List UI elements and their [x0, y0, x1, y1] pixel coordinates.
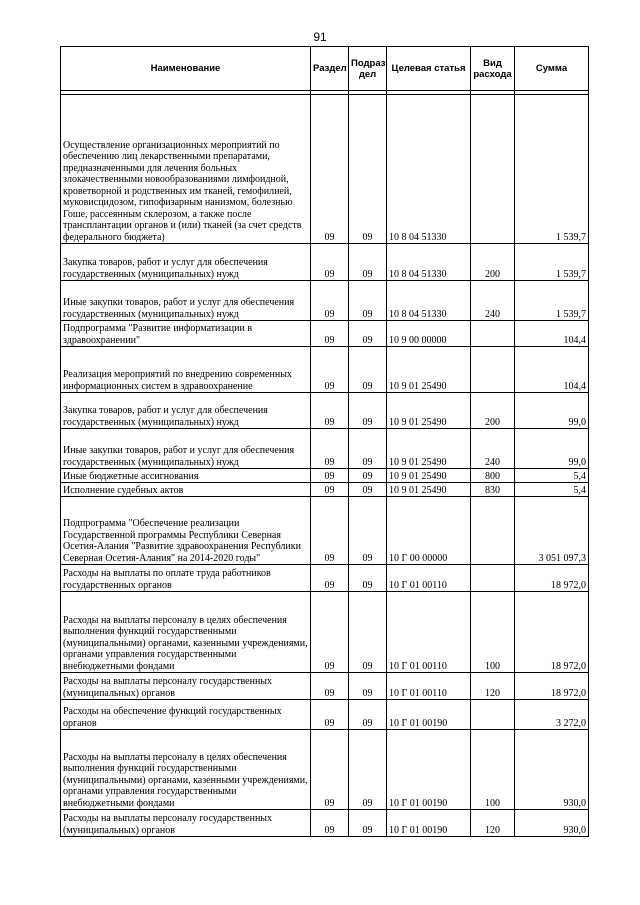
row-name: Закупка товаров, работ и услуг для обеспечения государственных (муниципальных) нужд [61, 393, 311, 429]
row-expense-type [471, 95, 515, 244]
row-name: Осуществление организационных мероприятий по обеспечению лиц лекарственными препаратами, предназначенными для лечения больных злокачественными новообразованиями лимфоидной, кроветворной и родственных им тканей, гемофилией, муковисцидозом, гипофизарным нанизмом, болезнью Гоше, рассеянным склерозом, а также после трансплантации органов и (или) тканей (за счет средств федерального бюджета) [61, 95, 311, 244]
row-subsection: 09 [349, 321, 387, 347]
header-amount: Сумма [515, 47, 589, 91]
row-subsection: 09 [349, 393, 387, 429]
row-target: 10 Г 01 00110 [387, 673, 471, 700]
row-target: 10 Г 01 00110 [387, 592, 471, 673]
row-section: 09 [311, 95, 349, 244]
row-expense-type: 100 [471, 592, 515, 673]
row-target: 10 Г 01 00190 [387, 730, 471, 810]
header-expense-type: Вид расхода [471, 47, 515, 91]
row-subsection: 09 [349, 244, 387, 281]
row-section: 09 [311, 393, 349, 429]
row-amount: 1 539,7 [515, 281, 589, 321]
row-target: 10 Г 01 00110 [387, 565, 471, 592]
row-name: Расходы на выплаты персоналу в целях обеспечения выполнения функций государственными (муниципальными) органами, казенными учреждениями, органами управления государственными внебюджетными фондами [61, 730, 311, 810]
row-expense-type: 830 [471, 483, 515, 497]
table-row [61, 244, 589, 281]
row-amount: 99,0 [515, 429, 589, 469]
row-amount: 104,4 [515, 321, 589, 347]
row-section: 09 [311, 673, 349, 700]
header-target: Целевая статья [387, 47, 471, 91]
row-section: 09 [311, 429, 349, 469]
budget-table [60, 46, 589, 837]
row-target: 10 8 04 51330 [387, 244, 471, 281]
row-subsection: 09 [349, 730, 387, 810]
table-row [61, 347, 589, 393]
row-target: 10 9 01 25490 [387, 393, 471, 429]
row-amount: 1 539,7 [515, 95, 589, 244]
row-name: Иные закупки товаров, работ и услуг для обеспечения государственных (муниципальных) нужд [61, 429, 311, 469]
row-subsection: 09 [349, 592, 387, 673]
row-amount: 18 972,0 [515, 673, 589, 700]
row-amount: 18 972,0 [515, 592, 589, 673]
table-row [61, 592, 589, 673]
row-expense-type [471, 321, 515, 347]
row-amount: 3 051 097,3 [515, 497, 589, 565]
row-amount: 930,0 [515, 730, 589, 810]
table-row [61, 321, 589, 347]
row-target: 10 9 01 25490 [387, 483, 471, 497]
row-target: 10 Г 00 00000 [387, 497, 471, 565]
row-name: Расходы на выплаты персоналу в целях обеспечения выполнения функций государственными (муниципальными) органами, казенными учреждениями, органами управления государственными внебюджетными фондами [61, 592, 311, 673]
table-row [61, 730, 589, 810]
row-section: 09 [311, 700, 349, 730]
row-section: 09 [311, 592, 349, 673]
row-name: Расходы на выплаты персоналу государственных (муниципальных) органов [61, 673, 311, 700]
row-target: 10 9 01 25490 [387, 429, 471, 469]
row-expense-type [471, 565, 515, 592]
row-subsection: 09 [349, 810, 387, 837]
row-expense-type [471, 700, 515, 730]
table-row [61, 469, 589, 483]
row-section: 09 [311, 281, 349, 321]
row-expense-type: 200 [471, 393, 515, 429]
row-target: 10 9 00 00000 [387, 321, 471, 347]
table-row [61, 483, 589, 497]
row-section: 09 [311, 565, 349, 592]
row-section: 09 [311, 730, 349, 810]
table-row [61, 497, 589, 565]
row-name: Исполнение судебных актов [61, 483, 311, 497]
row-section: 09 [311, 810, 349, 837]
row-subsection: 09 [349, 483, 387, 497]
row-amount: 930,0 [515, 810, 589, 837]
row-target: 10 9 01 25490 [387, 347, 471, 393]
row-subsection: 09 [349, 469, 387, 483]
row-name: Расходы на выплаты персоналу государственных (муниципальных) органов [61, 810, 311, 837]
table-row [61, 281, 589, 321]
row-subsection: 09 [349, 497, 387, 565]
row-subsection: 09 [349, 565, 387, 592]
row-name: Иные закупки товаров, работ и услуг для обеспечения государственных (муниципальных) нужд [61, 281, 311, 321]
row-expense-type: 120 [471, 673, 515, 700]
row-amount: 104,4 [515, 347, 589, 393]
row-name: Реализация мероприятий по внедрению современных информационных систем в здравоохранение [61, 347, 311, 393]
row-amount: 99,0 [515, 393, 589, 429]
row-section: 09 [311, 469, 349, 483]
row-target: 10 8 04 51330 [387, 95, 471, 244]
row-target: 10 8 04 51330 [387, 281, 471, 321]
row-name: Иные бюджетные ассигнования [61, 469, 311, 483]
table-row [61, 429, 589, 469]
row-expense-type: 100 [471, 730, 515, 810]
row-amount: 18 972,0 [515, 565, 589, 592]
row-section: 09 [311, 483, 349, 497]
row-target: 10 Г 01 00190 [387, 810, 471, 837]
row-expense-type: 240 [471, 429, 515, 469]
row-amount: 5,4 [515, 483, 589, 497]
table-row [61, 393, 589, 429]
row-expense-type: 200 [471, 244, 515, 281]
header-name: Наименование [61, 47, 311, 91]
table-row [61, 700, 589, 730]
row-subsection: 09 [349, 281, 387, 321]
row-name: Подпрограмма "Развитие информатизации в здравоохранении" [61, 321, 311, 347]
table-row [61, 565, 589, 592]
page-number: 91 [313, 30, 327, 44]
row-expense-type [471, 497, 515, 565]
row-amount: 5,4 [515, 469, 589, 483]
row-target: 10 Г 01 00190 [387, 700, 471, 730]
row-name: Подпрограмма "Обеспечение реализации Государственной программы Республики Северная Осетия-Алания "Развитие здравоохранения Республики Северная Осетия-Алания" на 2014-2020 годы" [61, 497, 311, 565]
table-row [61, 95, 589, 244]
row-target: 10 9 01 25490 [387, 469, 471, 483]
row-expense-type: 120 [471, 810, 515, 837]
header-row [61, 47, 589, 91]
row-name: Расходы на выплаты по оплате труда работников государственных органов [61, 565, 311, 592]
row-subsection: 09 [349, 700, 387, 730]
table-row [61, 673, 589, 700]
row-subsection: 09 [349, 673, 387, 700]
row-name: Расходы на обеспечение функций государственных органов [61, 700, 311, 730]
row-expense-type: 240 [471, 281, 515, 321]
row-expense-type: 800 [471, 469, 515, 483]
row-amount: 1 539,7 [515, 244, 589, 281]
row-subsection: 09 [349, 95, 387, 244]
row-name: Закупка товаров, работ и услуг для обеспечения государственных (муниципальных) нужд [61, 244, 311, 281]
row-subsection: 09 [349, 347, 387, 393]
header-subsection: Подраз дел [349, 47, 387, 91]
header-section: Раздел [311, 47, 349, 91]
row-expense-type [471, 347, 515, 393]
row-amount: 3 272,0 [515, 700, 589, 730]
row-section: 09 [311, 347, 349, 393]
row-section: 09 [311, 321, 349, 347]
row-section: 09 [311, 497, 349, 565]
table-row [61, 810, 589, 837]
row-subsection: 09 [349, 429, 387, 469]
row-section: 09 [311, 244, 349, 281]
